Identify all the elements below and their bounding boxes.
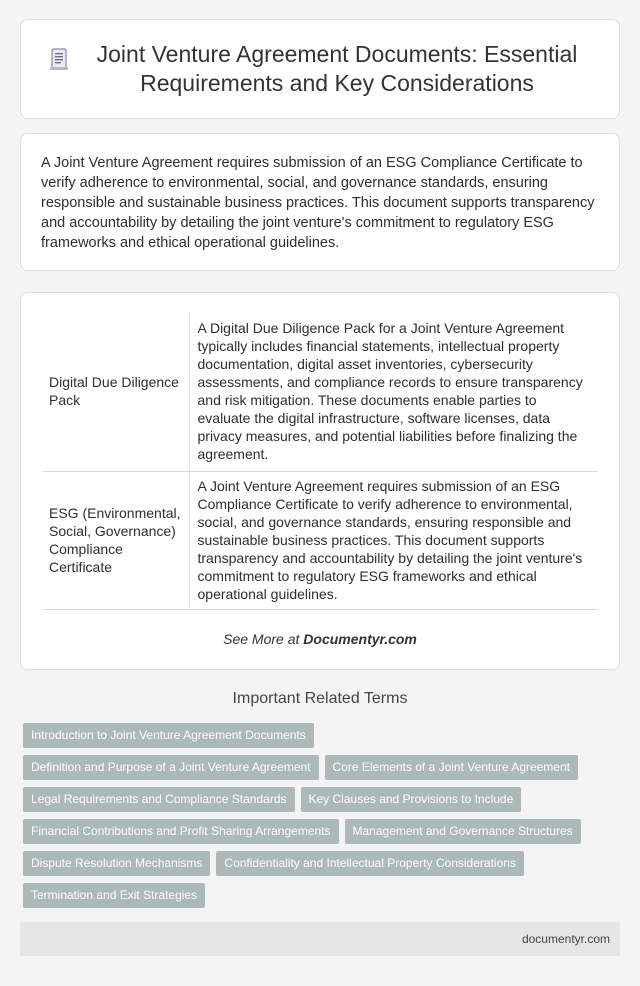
table-row: [43, 471, 598, 609]
related-term-tag[interactable]: Dispute Resolution Mechanisms: [23, 851, 210, 876]
document-term: Digital Due Diligence Pack: [43, 312, 189, 471]
related-term-tag[interactable]: Key Clauses and Provisions to Include: [301, 787, 522, 812]
related-term-tag[interactable]: Confidentiality and Intellectual Property Considerations: [216, 851, 524, 876]
related-term-tag[interactable]: Legal Requirements and Compliance Standards: [23, 787, 295, 812]
title-card: [20, 19, 620, 119]
documents-card: [20, 292, 620, 670]
document-description: A Digital Due Diligence Pack for a Joint Venture Agreement typically includes financial statements, intellectual property documentation, digital asset inventories, cybersecurity assessments, and compliance records to ensure transparency and risk mitigation. These documents enable parties to evaluate the digital infrastructure, software licenses, data privacy measures, and potential liabilities before finalizing the agreement.: [189, 312, 598, 471]
see-more-link[interactable]: [21, 631, 619, 647]
document-term: ESG (Environmental, Social, Governance) Compliance Certificate: [43, 471, 189, 609]
document-description: A Joint Venture Agreement requires submission of an ESG Compliance Certificate to verify adherence to environmental, social, and governance standards, ensuring responsible and sustainable business practices. This document supports transparency and accountability by detailing the joint venture's commitment to regulatory ESG frameworks and ethical operational guidelines.: [189, 471, 598, 609]
related-term-tag[interactable]: Definition and Purpose of a Joint Venture Agreement: [23, 755, 319, 780]
related-term-tag[interactable]: Core Elements of a Joint Venture Agreement: [325, 755, 578, 780]
related-terms-list: [23, 723, 623, 915]
related-term-tag[interactable]: Financial Contributions and Profit Sharing Arrangements: [23, 819, 339, 844]
table-row: [43, 312, 598, 471]
see-more-prefix: See More at: [223, 631, 304, 647]
summary-card: [20, 133, 620, 271]
page-title: Joint Venture Agreement Documents: Essential Requirements and Key Considerations: [96, 41, 578, 96]
related-term-tag[interactable]: Introduction to Joint Venture Agreement Documents: [23, 723, 314, 748]
related-terms-heading: Important Related Terms: [232, 690, 408, 707]
footer-site-link[interactable]: documentyr.com: [521, 932, 610, 946]
related-term-tag[interactable]: Management and Governance Structures: [345, 819, 581, 844]
related-term-tag[interactable]: Termination and Exit Strategies: [23, 883, 205, 908]
summary-text: A Joint Venture Agreement requires submission of an ESG Compliance Certificate to verify adherence to environmental, social, and governance standards, ensuring responsible and sustainable business practices. This document supports transparency and accountability by detailing the joint venture's commitment to regulatory ESG frameworks and ethical operational guidelines.: [41, 155, 595, 251]
footer-bar: [20, 922, 620, 956]
see-more-site[interactable]: Documentyr.com: [303, 631, 417, 647]
documents-table: [43, 312, 598, 610]
